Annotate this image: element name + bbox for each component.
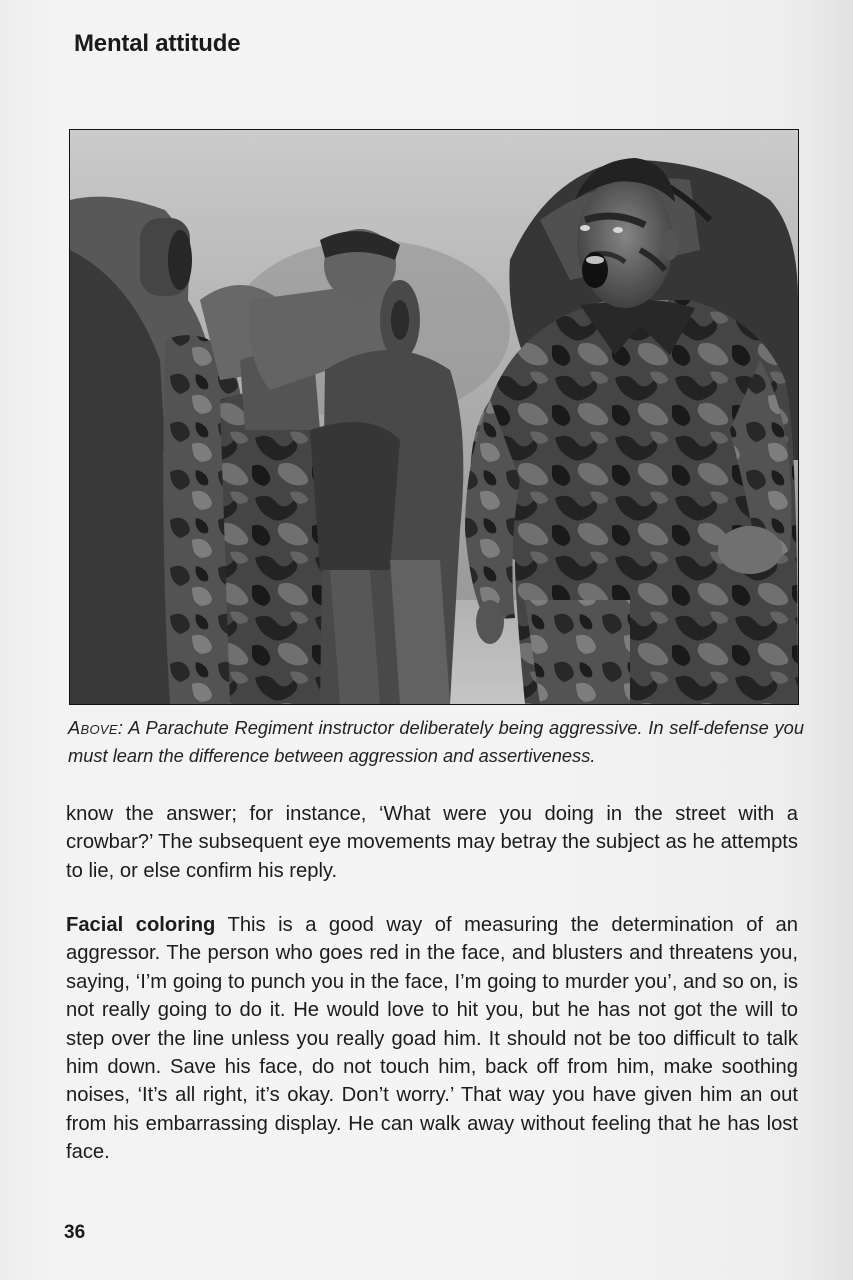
caption-lead: Above: (68, 717, 124, 738)
paragraph-heading-facial-coloring: Facial coloring (66, 914, 216, 936)
caption-text: A Parachute Regiment instructor deliberately being aggressive. In self-defense you must learn the difference between aggression and assertiveness. (68, 717, 804, 766)
running-header: Mental attitude (74, 30, 241, 57)
photo-soldiers-icon (70, 130, 798, 704)
photo-soldiers (69, 129, 799, 705)
paragraph-2-text: This is a good way of measuring the determination of an aggressor. The person who goes red in the face, and blusters and threatens you, saying, ‘I’m going to punch you in the face, I’m going to murder you’, and so on, is not really going to do it. He would love to hit you, but he has not got the will to step over the line unless you really goad him. It should not be too difficult to talk him down. Save his face, do not touch him, back off from him, make soothing noises, ‘It’s all right, it’s okay. Don’t worry.’ That way you have given him an out from his embarrassing display. He can walk away without feeling that he has lost face. (66, 914, 798, 1164)
photo-caption (68, 714, 804, 770)
page-number: 36 (64, 1222, 86, 1243)
body-paragraph-1: know the answer; for instance, ‘What were you doing in the street with a crowbar?’ The subsequent eye movements may betray the subject as he attempts to lie, or else confirm his reply. (66, 803, 798, 882)
body-paragraph-2 (66, 911, 798, 1167)
